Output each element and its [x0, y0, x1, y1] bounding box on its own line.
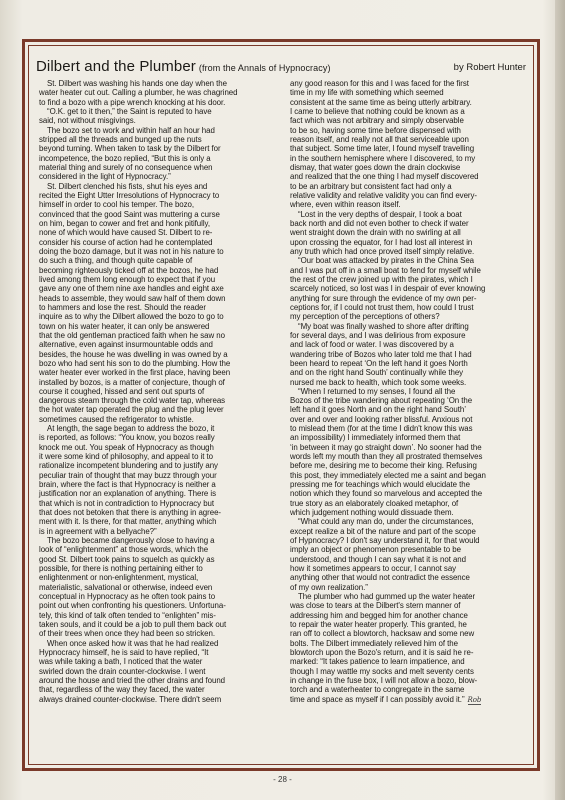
text-line: though I may wattle my socks and melt seventy cents: [290, 666, 474, 676]
article-title: [36, 58, 331, 75]
text-line: which judgement nothing would dissuade them.: [290, 508, 454, 518]
text-line: and on the right hand South’ continually while they: [290, 368, 464, 378]
text-line: to hammers and lose the rest. Should the reader: [39, 302, 206, 312]
text-line: blowtorch upon the Bozo's return, and it is said he re-: [290, 648, 474, 658]
text-line: town on his water heater, it can only be answered: [39, 321, 210, 331]
text-line: do such a thing, and though quite capable of: [39, 256, 193, 266]
text-line: back north and did not even bother to check if water: [290, 218, 469, 228]
article-header: [36, 60, 526, 78]
text-line: rationalize incompetent blundering and to justify any: [39, 461, 218, 471]
text-line: fact which was not arbitrary and simply observable: [290, 116, 464, 126]
text-line: convinced that the good Saint was muttering a curse: [39, 209, 220, 219]
text-line: is reported, as follows: “You know, you bozos really: [39, 433, 215, 443]
text-line: on him, began to cower and fret and honk pitifully,: [39, 218, 211, 228]
text-line: “My boat was finally washed to shore after drifting: [298, 321, 469, 331]
text-line: point out when confronting his questioners. Unfortuna-: [39, 601, 226, 611]
text-line: Hypnocracy himself, he is said to have replied, “It: [39, 648, 209, 658]
text-line: been heard to repeat ‘On the left hand it goes North: [290, 358, 468, 368]
text-line: justification nor an explanation of anything. There is: [39, 489, 216, 499]
text-line: this post, they immediately elected me a saint and began: [290, 470, 486, 480]
text-line: St. Dilbert clenched his fists, shut his eyes and: [47, 181, 208, 191]
text-line: before me, desiring me to become their king. Refusing: [290, 461, 477, 471]
text-line: anything for sure through the evidence of my own per-: [290, 293, 477, 303]
text-line: in the southern hemisphere where I discovered, to my: [290, 153, 476, 163]
text-line: was while taking a bath, I noticed that the water: [39, 657, 203, 667]
text-line: lived among them long enough to expect that if you: [39, 274, 216, 284]
text-line: “What could any man do, under the circumstances,: [298, 517, 474, 527]
text-line: understood, and though I can say what it is not and: [290, 554, 466, 564]
text-line: good St. Dilbert took pains to squelch as quickly as: [39, 554, 215, 564]
text-line: true story as an elaborately cloaked metaphor, of: [290, 498, 459, 508]
text-line: doing the bozo damage, but it was not in his nature to: [39, 246, 224, 256]
text-line: time and space as myself if I can possibly avoid it.” Rob: [290, 694, 482, 704]
text-line: “When I returned to my senses, I found all the: [298, 386, 456, 396]
text-line: peculiar train of thought that may buzz through your: [39, 470, 217, 480]
text-line: none of which would have caused St. Dilbert to re-: [39, 228, 213, 238]
article-title-text: Dilbert and the Plumber: [36, 58, 196, 75]
text-line: wandering tribe of Bozos who later told me that I had: [290, 349, 472, 359]
text-line: around the house and tried the other drains and found: [39, 676, 225, 685]
text-line: and lack of food or water. I was discovered by a: [290, 340, 454, 350]
text-line: that the old gentleman practiced faith when he saw no: [39, 330, 225, 340]
text-line: sometimes caused the refrigerator to whistle.: [39, 414, 194, 424]
text-line: St. Dilbert was washing his hands one day when the: [47, 79, 227, 88]
text-line: to repair the water heater properly. This granted, he: [290, 620, 467, 630]
text-line: to find a bozo with a pipe wrench knocking at his door.: [39, 97, 226, 107]
text-line: “Our boat was attacked by pirates in the China Sea: [298, 256, 475, 266]
text-line: bozo who had sent his son to do the plumbing. How the: [39, 358, 231, 368]
text-line: it were some kind of philosophy, and appeal to it to: [39, 452, 214, 462]
text-line: I came to believe that nothing could be known as a: [290, 106, 465, 116]
text-line: and I was put off in a small boat to fend for myself while: [290, 265, 481, 275]
text-line: The plumber who had gummed up the water heater: [298, 592, 476, 602]
text-line: that subject. Some time later, I found myself travelling: [290, 144, 475, 154]
text-line: time in my life with something which seemed: [290, 88, 444, 98]
text-line: Bozos of the tribe wandering about repeating ‘On the: [290, 396, 473, 406]
text-line: dismay, that water goes down the drain clockwise: [290, 162, 461, 172]
page-number: - 28 -: [273, 775, 292, 784]
text-line: anything other that would not contradict the essence: [290, 573, 470, 583]
text-line: except realize a bit of the nature and part of the scope: [290, 526, 476, 536]
article-subtitle: (from the Annals of Hypnocracy): [198, 63, 331, 73]
text-line: nursed me back to health, which took some weeks.: [290, 377, 467, 387]
text-line: notion which they found so marvelous and accepted the: [290, 489, 483, 499]
article-column-left: [39, 79, 267, 704]
text-line: water heater ever worked in the first place, having been: [39, 368, 231, 378]
text-line: ‘in between it may go straight down’. No sooner had the: [290, 442, 482, 452]
text-line: the rest of the crew joined up with the pirates, which I: [290, 274, 473, 284]
text-line: addressing him and begged him for another chance: [290, 610, 468, 620]
text-line: knock me out. You speak of Hypnocracy as though: [39, 442, 214, 452]
text-line: dangerous steam through the cold water tap, whereas: [39, 396, 226, 406]
text-line: The bozo set to work and within half an hour had: [47, 125, 215, 135]
text-line: installed by bozos, is a matter of conjecture, though of: [39, 377, 225, 387]
text-line: is in agreement with a bellyache?”: [39, 526, 157, 536]
text-line: for several days, and I was delirious from exposure: [290, 330, 466, 340]
text-line: gave any one of them nine axe handles and eight axe: [39, 284, 224, 294]
text-line: bolts. The Dilbert immediately relieved him of the: [290, 638, 458, 648]
text-line: consider his course of action had he contemplated: [39, 237, 213, 247]
text-line: ceptions for, if I could not trust them, how could I trust: [290, 302, 474, 312]
text-line: course it coughed, hissed and sent out spurts of: [39, 386, 205, 396]
text-line: imply an object or phenomenon presentable to be: [290, 545, 461, 555]
text-line: that, regardless of the way they faced, the water: [39, 685, 205, 695]
text-line: any truth which had once proved itself simply relative.: [290, 246, 475, 256]
text-line: scarcely noticed, so lost was I in despair of ever knowing: [290, 284, 486, 294]
page-binding-shadow: [555, 0, 565, 800]
author-signature: Rob: [467, 695, 482, 704]
text-line: said, not without misgivings.: [39, 116, 136, 126]
text-line: over and over and looking rather blissful. Anxious not: [290, 414, 473, 424]
text-line: words left my mouth than they all prostrated themselves: [290, 452, 483, 462]
text-line: went straight down the drain with no swirling at all: [290, 228, 461, 238]
text-line: taken souls, and it could be a job to pull them back out: [39, 620, 227, 630]
text-line: of Hypnocracy? I don't say understand it, for that would: [290, 536, 480, 546]
text-line: stripped all the threads and bunged up the nuts: [39, 134, 202, 144]
text-line: left hand it goes North and on the right hand South’: [290, 405, 466, 415]
text-line: and realized that the one thing I had myself discovered: [290, 172, 479, 182]
text-line: to be so, having some time before dispensed with: [290, 125, 461, 135]
text-line: “Lost in the very depths of despair, I took a boat: [298, 209, 462, 219]
text-line: ment with it. Is there, for that matter, anything which: [39, 517, 217, 527]
text-line: to be an arbitrary but consistent fact had only a: [290, 181, 452, 191]
text-line: becoming righteously ticked off at the bozos, he had: [39, 265, 219, 275]
text-line: where, even within reason itself.: [290, 200, 401, 210]
text-line: recited the Eight Utter Irresolutions of Hypnocracy to: [39, 190, 220, 200]
text-line: inquire as to why the Dilbert allowed the bozo to go to: [39, 312, 224, 322]
text-line: conceptual in Hypnocracy as he often took pains to: [39, 592, 216, 602]
text-line: my perception of the perceptions of others?: [290, 312, 440, 322]
text-line: look of “enlightenment” at those words, which the: [39, 545, 209, 555]
text-line: At length, the sage began to address the bozo, it: [47, 424, 215, 434]
article-column-right: [290, 79, 518, 704]
text-line: possible, for there is nothing pertaining either to: [39, 564, 203, 574]
text-line: torch and a waterheater to congregate in the same: [290, 685, 465, 695]
text-line: The bozo became dangerously close to having a: [47, 536, 215, 546]
text-line: marked: “It takes patience to learn impatience, and: [290, 657, 465, 667]
text-line: the hot water tap operated the plug and the plug lever: [39, 405, 224, 415]
text-line: swirled down the drain counter-clockwise. I went: [39, 666, 206, 676]
text-line: incompetence, the bozo replied, “But this is only a: [39, 153, 211, 163]
text-line: how it sometimes appears to occur, I cannot say: [290, 564, 457, 574]
text-line: was close to tears at the Dilbert's stern manner of: [290, 601, 461, 611]
text-line: himself in order to cool his temper. The bozo,: [39, 200, 195, 210]
text-line: heads to assemble, they would saw half of them down: [39, 293, 226, 303]
text-line: brain, where the fact is that Hypnocracy is neither a: [39, 480, 216, 490]
text-line: alternative, even against insurmountable odds and: [39, 340, 213, 350]
text-line: besides, the house he was dwelling in was owned by a: [39, 349, 228, 359]
text-line: materialistic, salvational or otherwise, indeed even: [39, 582, 213, 592]
text-line: “O.K. get to it then,” the Saint is reputed to have: [47, 106, 212, 116]
text-line: always drained counter-clockwise. There didn't seem: [39, 694, 222, 704]
text-line: When once asked how it was that he had realized: [47, 638, 219, 648]
text-line: relative validity and relative validity you can find every-: [290, 190, 477, 200]
text-line: water heater cut out. Calling a plumber, he was chagrined: [39, 88, 238, 98]
text-line: upon crossing the equator, for I had lost all interest in: [290, 237, 473, 247]
text-line: beyond turning. When taken to task by the Dilbert for: [39, 144, 221, 154]
text-line: in change in the fuse box, I will not allow a bozo, blow-: [290, 676, 478, 685]
text-line: of their trees when once they had been so stricken.: [39, 629, 215, 639]
text-line: tely, this kind of talk often tended to “enlighten” mis-: [39, 610, 216, 620]
text-line: reason itself, and really not all that serviceable upon: [290, 134, 469, 144]
text-line: to mislead them (for at the time I didn't know this was: [290, 424, 473, 434]
text-line: enlightenment or non-enlightenment, mystical,: [39, 573, 199, 583]
article-byline: by Robert Hunter: [453, 62, 526, 73]
text-line: that does not betoken that there is anything in agree-: [39, 508, 221, 518]
text-line: material thing and surely of no consequence when: [39, 162, 213, 172]
text-line: consistent at the same time as being utterly arbitrary.: [290, 97, 472, 107]
text-line: any good reason for this and I was faced for the first: [290, 79, 469, 88]
text-line: that which is not in contradiction to Hypnocracy but: [39, 498, 215, 508]
text-line: an impossibility) I immediately informed them that: [290, 433, 461, 443]
text-line: ran off to collect a blowtorch, hacksaw and some new: [290, 629, 475, 639]
text-line: considered in the light of Hypnocracy.”: [39, 172, 171, 182]
text-line: of my own realization.”: [290, 582, 368, 592]
text-line: pressing me for teachings which would elucidate the: [290, 480, 470, 490]
